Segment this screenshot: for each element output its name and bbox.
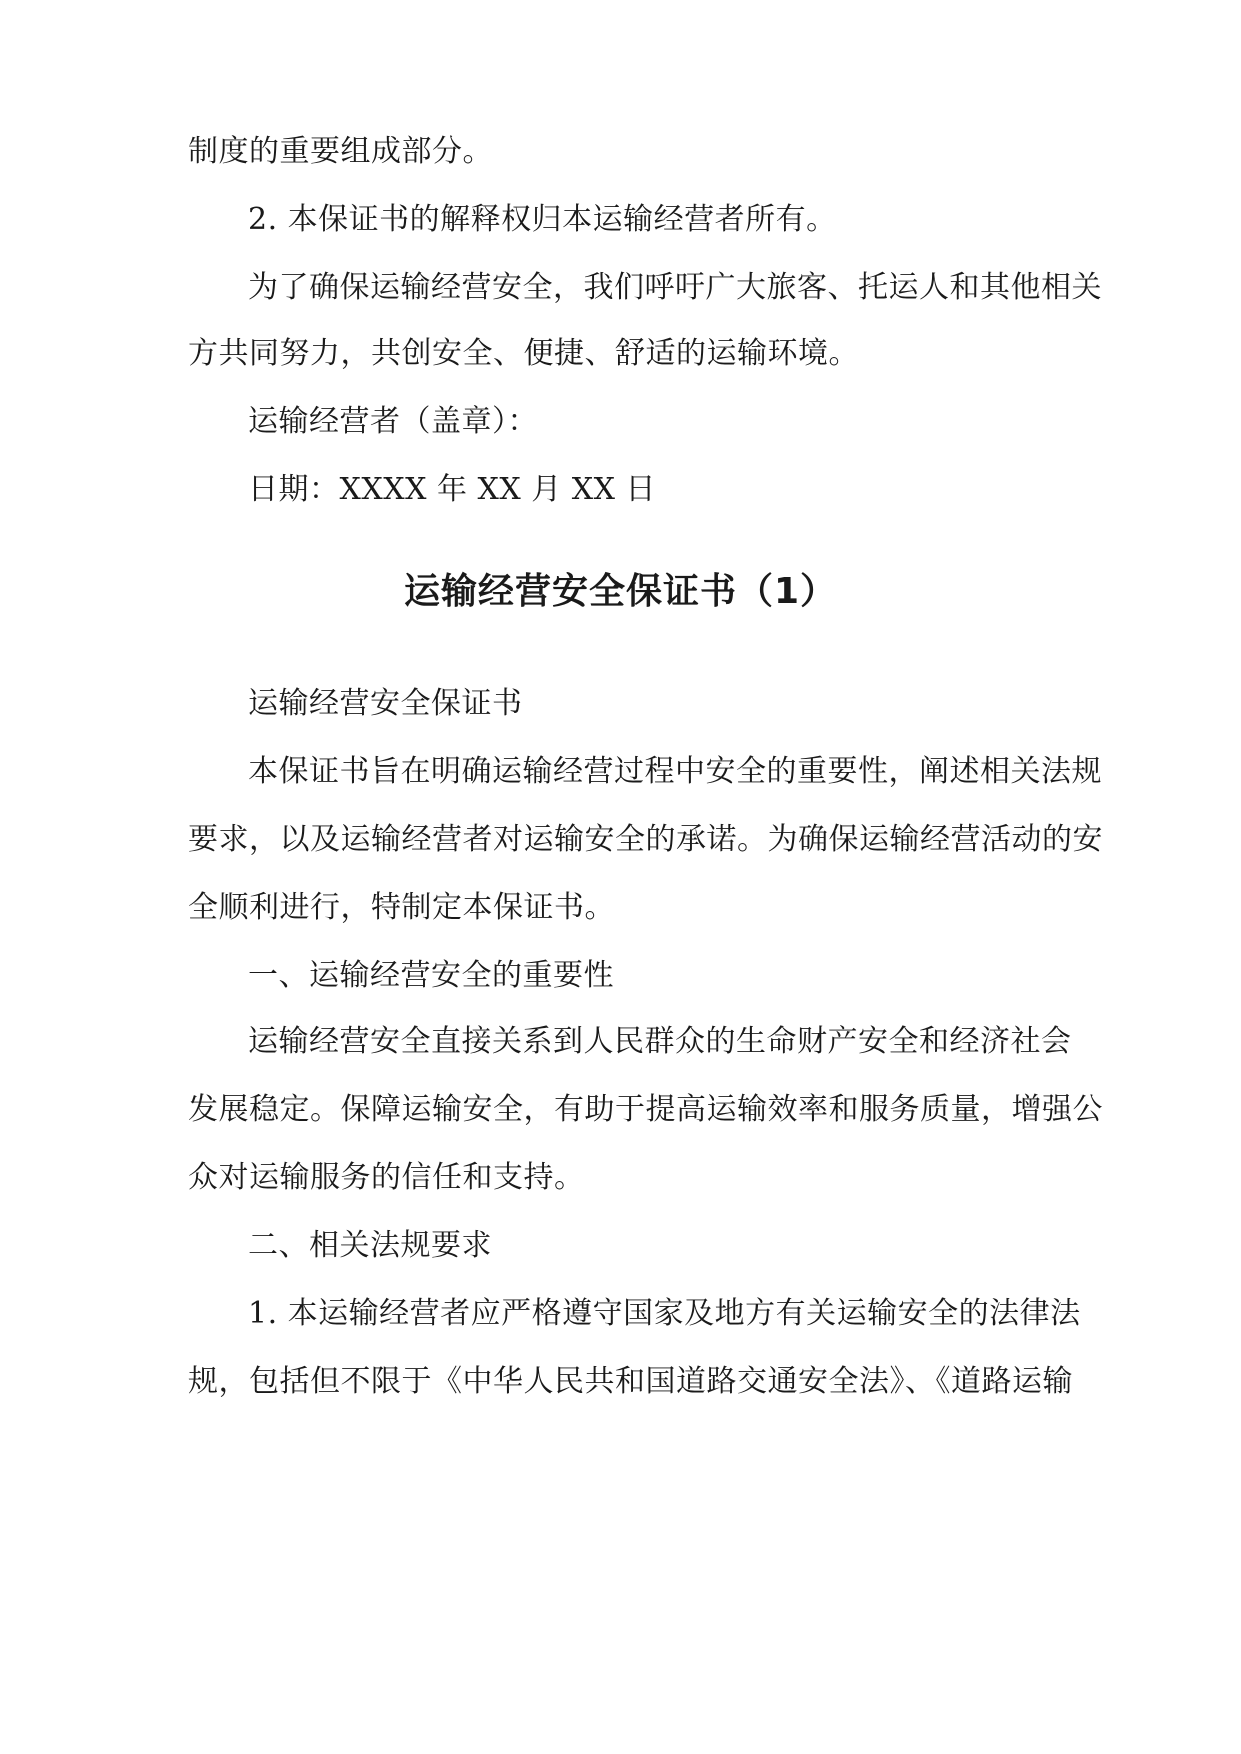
section-heading: 二、相关法规要求 (248, 1228, 492, 1263)
date-line: 日期：XXXX 年 XX 月 XX 日 (248, 472, 657, 507)
paragraph-line: 为了确保运输经营安全，我们呼吁广大旅客、托运人和其他相关 (248, 270, 1102, 305)
stamp-label: 运输经营者（盖章）： (248, 404, 538, 439)
paragraph-line: 发展稳定。保障运输安全，有助于提高运输效率和服务质量，增强公 (188, 1092, 1103, 1127)
paragraph-line: 运输经营安全直接关系到人民群众的生命财产安全和经济社会 (248, 1024, 1072, 1059)
document-title: 运输经营安全保证书（1） (403, 571, 838, 612)
paragraph-line: 众对运输服务的信任和支持。 (188, 1160, 585, 1195)
paragraph-line: 要求，以及运输经营者对运输安全的承诺。为确保运输经营活动的安 (188, 822, 1103, 857)
paragraph-line: 规，包括但不限于《中华人民共和国道路交通安全法》、《道路运输 (188, 1364, 1073, 1399)
section-heading: 一、运输经营安全的重要性 (248, 958, 614, 993)
paragraph-line: 制度的重要组成部分。 (188, 134, 493, 169)
paragraph-line: 本保证书旨在明确运输经营过程中安全的重要性，阐述相关法规 (248, 754, 1102, 789)
subtitle-line: 运输经营安全保证书 (248, 686, 523, 721)
paragraph-line: 全顺利进行，特制定本保证书。 (188, 890, 615, 925)
paragraph-line: 2. 本保证书的解释权归本运输经营者所有。 (248, 202, 837, 237)
paragraph-line: 1. 本运输经营者应严格遵守国家及地方有关运输安全的法律法 (248, 1296, 1081, 1331)
paragraph-line: 方共同努力，共创安全、便捷、舒适的运输环境。 (188, 336, 859, 371)
